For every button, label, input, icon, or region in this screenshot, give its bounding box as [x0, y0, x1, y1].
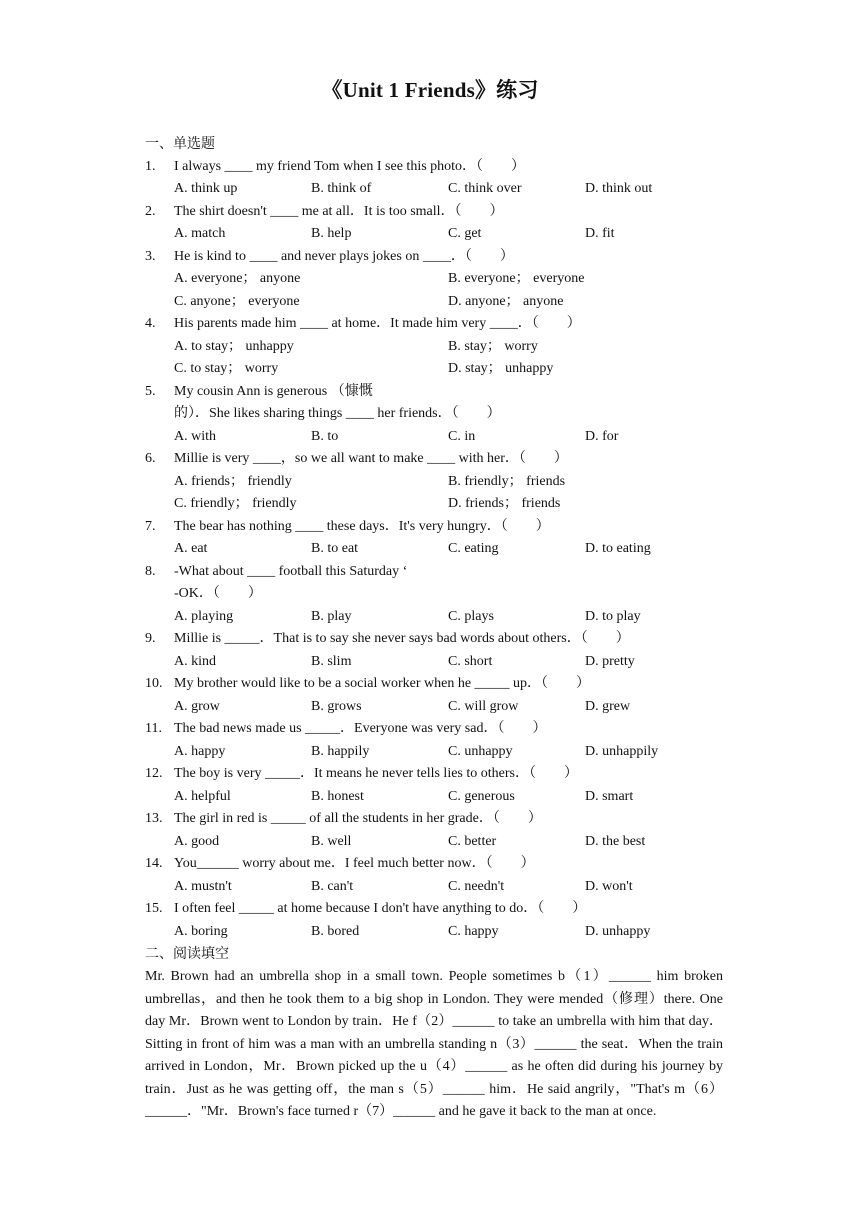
answer-option: D. think out — [585, 181, 653, 196]
question-stem: The girl in red is _____ of all the students in her grade．（ ） — [174, 811, 542, 826]
question-stem-line — [145, 853, 725, 876]
question-number: 1. — [145, 158, 156, 174]
answer-option: C. will grow — [448, 698, 519, 714]
question-stem: My brother would like to be a social worker when he _____ up．（ ） — [174, 676, 591, 691]
answer-option: D. friends； friends — [448, 496, 561, 511]
answer-option: A. kind — [174, 653, 216, 669]
question-stem-line — [145, 403, 725, 426]
question-stem-line — [145, 156, 725, 179]
answer-option: C. plays — [448, 608, 494, 624]
options-row — [145, 538, 725, 561]
answer-option: D. to play — [585, 608, 641, 624]
question-stem: The boy is very _____．It means he never tells lies to others．（ ） — [174, 766, 578, 781]
question-stem: Millie is very ____，so we all want to make ____ with her．（ ） — [174, 451, 568, 466]
answer-option: D. anyone； anyone — [448, 293, 564, 309]
question-stem: He is kind to ____ and never plays jokes on ____．（ ） — [174, 248, 514, 264]
question-number: 14. — [145, 856, 163, 871]
options-row — [145, 426, 725, 449]
answer-option: A. grow — [174, 698, 220, 714]
answer-option: A. happy — [174, 743, 226, 759]
options-row — [145, 358, 725, 381]
options-row — [145, 291, 725, 314]
question-stem: You______ worry about me．I feel much better now．（ ） — [174, 856, 535, 871]
answer-option: D. to eating — [585, 541, 651, 556]
answer-option: D. grew — [585, 698, 631, 714]
question-number: 6. — [145, 451, 156, 466]
question-stem-line — [145, 673, 725, 696]
answer-option: A. match — [174, 226, 226, 241]
answer-option: C. anyone； everyone — [174, 293, 300, 309]
answer-option: C. get — [448, 226, 482, 241]
options-row — [145, 493, 725, 516]
question-number: 10. — [145, 676, 163, 691]
question-number: 12. — [145, 766, 163, 781]
answer-option: C. needn't — [448, 878, 505, 894]
options-row — [145, 696, 725, 719]
answer-option: B. to eat — [311, 541, 359, 556]
answer-option: D. unhappily — [585, 743, 659, 759]
question-stem-line — [145, 718, 725, 741]
question-number: 5. — [145, 383, 156, 399]
options-row — [145, 268, 725, 291]
answer-option: D. stay； unhappy — [448, 361, 554, 376]
answer-option: A. helpful — [174, 788, 231, 804]
answer-option: C. to stay； worry — [174, 361, 279, 376]
answer-option: B. can't — [311, 878, 354, 894]
answer-option: B. grows — [311, 698, 362, 714]
answer-option: A. playing — [174, 608, 234, 624]
answer-option: B. friendly； friends — [448, 473, 566, 489]
question-number: 13. — [145, 811, 163, 826]
answer-option: A. everyone； anyone — [174, 271, 301, 286]
answer-option: A. with — [174, 428, 216, 444]
options-row — [145, 606, 725, 629]
answer-option: C. friendly； friendly — [174, 496, 297, 511]
answer-option: B. help — [311, 226, 352, 241]
answer-option: D. for — [585, 428, 619, 444]
question-number: 15. — [145, 901, 163, 916]
section-heading-reading: 二、阅读填空 — [145, 946, 229, 962]
answer-option: D. the best — [585, 833, 646, 849]
question-stem-line — [145, 898, 725, 921]
question-stem: My cousin Ann is generous （慷慨 — [174, 383, 373, 399]
question-stem: The bad news made us _____．Everyone was very sad．（ ） — [174, 721, 547, 736]
answer-option: D. won't — [585, 878, 633, 894]
question-stem: I often feel _____ at home because I don't have anything to do．（ ） — [174, 901, 587, 916]
answer-option: C. better — [448, 833, 497, 849]
options-row — [145, 471, 725, 494]
question-stem-line — [145, 808, 725, 831]
options-row — [145, 786, 725, 809]
question-number: 2. — [145, 203, 156, 219]
answer-option: A. boring — [174, 923, 228, 939]
question-stem: I always ____ my friend Tom when I see this photo．（ ） — [174, 158, 526, 174]
page-title: 《Unit 1 Friends》练习 — [321, 78, 539, 102]
answer-option: B. well — [311, 833, 352, 849]
question-stem-line — [145, 561, 725, 584]
reading-passage: Mr. Brown had an umbrella shop in a small town. People sometimes b（1）______ him broken umbrellas，and then he took them to a big shop in London. They were mended（修理）there. One day Mr．Brown went to London by train．He f（2）______ to take an umbrella with him that day． Sitting in front of him was a man with an umbrella standing n（3）______ the seat．When the train arrived in London，Mr．Brown picked up the u（4）______ as he often did during his journey by train．Just as he was getting off，the man s（5）______ him．He said angrily，"That's m（6）______．"Mr．Brown's face turned r（7）______ and he gave it back to the man at once. — [145, 969, 723, 1119]
answer-option: A. good — [174, 833, 220, 849]
answer-option: C. short — [448, 653, 493, 669]
question-number: 9. — [145, 631, 156, 646]
question-stem-line — [145, 448, 725, 471]
question-stem: His parents made him ____ at home．It made him very ____．（ ） — [174, 316, 581, 331]
answer-option: A. think up — [174, 181, 238, 196]
answer-option: D. fit — [585, 226, 615, 241]
answer-option: B. stay； worry — [448, 338, 538, 354]
answer-option: A. eat — [174, 541, 208, 556]
options-row — [145, 831, 725, 854]
question-stem-line — [145, 313, 725, 336]
section-heading-single-choice: 一、单选题 — [145, 136, 215, 152]
question-stem-line — [145, 246, 725, 269]
answer-option: B. bored — [311, 923, 360, 939]
answer-option: C. eating — [448, 541, 499, 556]
answer-option: A. to stay； unhappy — [174, 338, 294, 354]
answer-option: D. unhappy — [585, 923, 651, 939]
question-stem: -OK．（ ） — [174, 586, 262, 601]
question-number: 11. — [145, 721, 162, 736]
answer-option: B. to — [311, 428, 339, 444]
question-stem-line — [145, 763, 725, 786]
question-list — [145, 133, 725, 966]
question-number: 8. — [145, 563, 156, 579]
options-row — [145, 741, 725, 764]
answer-option: B. everyone； everyone — [448, 271, 585, 286]
options-row — [145, 876, 725, 899]
answer-option: C. in — [448, 428, 476, 444]
options-row — [145, 178, 725, 201]
answer-option: B. slim — [311, 653, 352, 669]
question-stem-line — [145, 628, 725, 651]
answer-option: C. think over — [448, 181, 522, 196]
question-stem: Millie is _____．That is to say she never says bad words about others．（ ） — [174, 631, 630, 646]
answer-option: C. generous — [448, 788, 515, 804]
options-row — [145, 336, 725, 359]
question-stem-line — [145, 583, 725, 606]
answer-option: A. friends； friendly — [174, 473, 292, 489]
answer-option: A. mustn't — [174, 878, 232, 894]
options-row — [145, 651, 725, 674]
answer-option: B. honest — [311, 788, 364, 804]
options-row — [145, 223, 725, 246]
question-stem-line — [145, 381, 725, 404]
answer-option: D. pretty — [585, 653, 635, 669]
question-stem: The shirt doesn't ____ me at all．It is too small．（ ） — [174, 203, 504, 219]
question-stem: 的）．She likes sharing things ____ her friends．（ ） — [174, 406, 501, 421]
question-stem-line — [145, 516, 725, 539]
answer-option: C. unhappy — [448, 743, 513, 759]
question-number: 7. — [145, 518, 156, 534]
options-row — [145, 921, 725, 944]
question-stem: -What about ____ football this Saturday ‘ — [174, 563, 408, 579]
answer-option: B. think of — [311, 181, 372, 196]
answer-option: D. smart — [585, 788, 634, 804]
answer-option: B. play — [311, 608, 352, 624]
question-stem: The bear has nothing ____ these days．It's very hungry．（ ） — [174, 518, 550, 534]
answer-option: B. happily — [311, 743, 370, 759]
question-number: 3. — [145, 248, 156, 264]
answer-option: C. happy — [448, 923, 499, 939]
question-number: 4. — [145, 316, 156, 331]
question-stem-line — [145, 201, 725, 224]
